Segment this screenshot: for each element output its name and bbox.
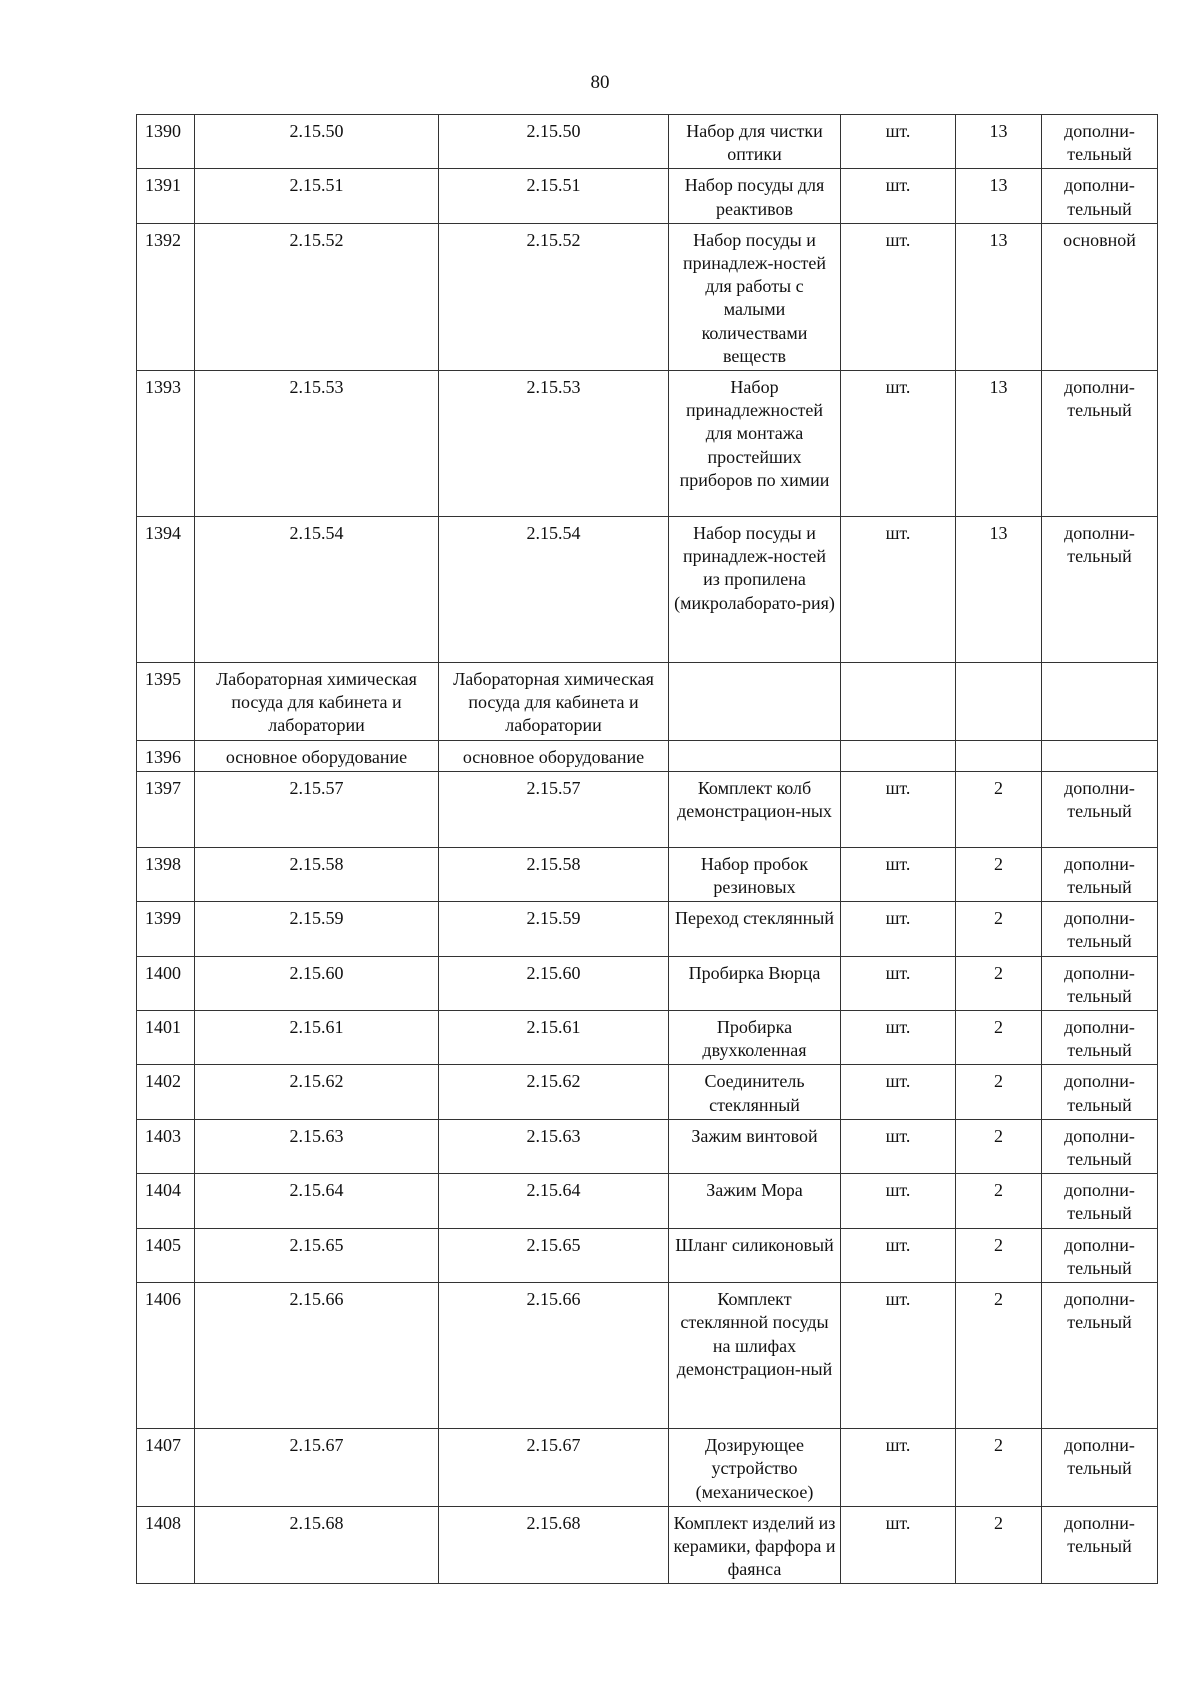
code-column-a-cell: 2.15.58	[195, 847, 439, 901]
equipment-type-cell: дополни-тельный	[1042, 1283, 1158, 1429]
table-row	[137, 517, 1158, 663]
quantity-cell: 13	[956, 115, 1042, 169]
table-row	[137, 1065, 1158, 1119]
item-name-cell: Шланг силиконовый	[669, 1228, 841, 1282]
row-number-cell: 1398	[137, 847, 195, 901]
code-column-a-cell: 2.15.59	[195, 902, 439, 956]
item-name-cell: Комплект стеклянной посуды на шлифах демонстрацион-ный	[669, 1283, 841, 1429]
quantity-cell: 2	[956, 1429, 1042, 1507]
equipment-type-cell: дополни-тельный	[1042, 847, 1158, 901]
row-number-cell: 1408	[137, 1506, 195, 1584]
quantity-cell: 13	[956, 169, 1042, 223]
item-name-cell: Дозирующее устройство (механическое)	[669, 1429, 841, 1507]
unit-cell: шт.	[841, 115, 956, 169]
table-row	[137, 223, 1158, 370]
code-column-b-cell: 2.15.61	[439, 1011, 669, 1065]
row-number-cell: 1400	[137, 956, 195, 1010]
quantity-cell: 2	[956, 1283, 1042, 1429]
row-number-cell: 1406	[137, 1283, 195, 1429]
unit-cell: шт.	[841, 1283, 956, 1429]
equipment-type-cell: основной	[1042, 223, 1158, 370]
row-number-cell: 1395	[137, 663, 195, 741]
code-column-b-cell: 2.15.66	[439, 1283, 669, 1429]
unit-cell: шт.	[841, 1011, 956, 1065]
unit-cell: шт.	[841, 1429, 956, 1507]
unit-cell: шт.	[841, 771, 956, 847]
item-name-cell: Переход стеклянный	[669, 902, 841, 956]
equipment-type-cell: дополни-тельный	[1042, 517, 1158, 663]
row-number-cell: 1392	[137, 223, 195, 370]
table-row	[137, 1011, 1158, 1065]
quantity-cell: 2	[956, 1065, 1042, 1119]
table-row	[137, 847, 1158, 901]
item-name-cell: Набор посуды и принадлеж-ностей из пропилена (микролаборато-рия)	[669, 517, 841, 663]
unit-cell: шт.	[841, 902, 956, 956]
unit-cell	[841, 740, 956, 771]
row-number-cell: 1404	[137, 1174, 195, 1228]
code-column-a-cell: основное оборудование	[195, 740, 439, 771]
equipment-type-cell: дополни-тельный	[1042, 115, 1158, 169]
table-row	[137, 1228, 1158, 1282]
item-name-cell: Комплект колб демонстрацион-ных	[669, 771, 841, 847]
code-column-b-cell: 2.15.62	[439, 1065, 669, 1119]
quantity-cell: 13	[956, 517, 1042, 663]
quantity-cell: 2	[956, 1506, 1042, 1584]
code-column-a-cell: 2.15.51	[195, 169, 439, 223]
table-body	[137, 115, 1158, 1584]
item-name-cell: Зажим Мора	[669, 1174, 841, 1228]
quantity-cell: 2	[956, 902, 1042, 956]
table-row	[137, 115, 1158, 169]
item-name-cell: Пробирка Вюрца	[669, 956, 841, 1010]
unit-cell: шт.	[841, 1228, 956, 1282]
equipment-table	[136, 114, 1158, 1584]
table-row	[137, 1119, 1158, 1173]
quantity-cell	[956, 663, 1042, 741]
equipment-type-cell: дополни-тельный	[1042, 956, 1158, 1010]
code-column-a-cell: 2.15.52	[195, 223, 439, 370]
item-name-cell: Соединитель стеклянный	[669, 1065, 841, 1119]
code-column-b-cell: 2.15.67	[439, 1429, 669, 1507]
quantity-cell: 2	[956, 1119, 1042, 1173]
equipment-type-cell: дополни-тельный	[1042, 1228, 1158, 1282]
code-column-b-cell: 2.15.68	[439, 1506, 669, 1584]
code-column-b-cell: 2.15.57	[439, 771, 669, 847]
item-name-cell: Набор принадлежностей для монтажа простейших приборов по химии	[669, 371, 841, 517]
item-name-cell: Набор посуды для реактивов	[669, 169, 841, 223]
code-column-b-cell: 2.15.54	[439, 517, 669, 663]
code-column-b-cell: 2.15.53	[439, 371, 669, 517]
unit-cell: шт.	[841, 1119, 956, 1173]
item-name-cell: Зажим винтовой	[669, 1119, 841, 1173]
quantity-cell: 2	[956, 1174, 1042, 1228]
unit-cell: шт.	[841, 1065, 956, 1119]
code-column-b-cell: основное оборудование	[439, 740, 669, 771]
code-column-b-cell: 2.15.59	[439, 902, 669, 956]
page-number: 80	[590, 72, 610, 93]
equipment-type-cell	[1042, 740, 1158, 771]
item-name-cell: Набор для чистки оптики	[669, 115, 841, 169]
quantity-cell: 2	[956, 1228, 1042, 1282]
code-column-b-cell: 2.15.60	[439, 956, 669, 1010]
table-row	[137, 1174, 1158, 1228]
row-number-cell: 1405	[137, 1228, 195, 1282]
equipment-type-cell: дополни-тельный	[1042, 771, 1158, 847]
code-column-a-cell: 2.15.66	[195, 1283, 439, 1429]
code-column-b-cell: 2.15.52	[439, 223, 669, 370]
code-column-a-cell: 2.15.62	[195, 1065, 439, 1119]
unit-cell: шт.	[841, 169, 956, 223]
equipment-type-cell: дополни-тельный	[1042, 371, 1158, 517]
quantity-cell: 2	[956, 847, 1042, 901]
code-column-a-cell: 2.15.57	[195, 771, 439, 847]
unit-cell: шт.	[841, 223, 956, 370]
code-column-a-cell: 2.15.54	[195, 517, 439, 663]
code-column-a-cell: Лабораторная химическая посуда для кабинета и лаборатории	[195, 663, 439, 741]
code-column-a-cell: 2.15.61	[195, 1011, 439, 1065]
table-row	[137, 902, 1158, 956]
code-column-a-cell: 2.15.67	[195, 1429, 439, 1507]
code-column-b-cell: 2.15.63	[439, 1119, 669, 1173]
item-name-cell	[669, 663, 841, 741]
table-row	[137, 771, 1158, 847]
unit-cell: шт.	[841, 517, 956, 663]
unit-cell: шт.	[841, 847, 956, 901]
table-row	[137, 1506, 1158, 1584]
quantity-cell: 2	[956, 956, 1042, 1010]
code-column-b-cell: 2.15.64	[439, 1174, 669, 1228]
unit-cell	[841, 663, 956, 741]
code-column-a-cell: 2.15.63	[195, 1119, 439, 1173]
code-column-a-cell: 2.15.64	[195, 1174, 439, 1228]
quantity-cell: 2	[956, 771, 1042, 847]
table-row	[137, 169, 1158, 223]
code-column-b-cell: 2.15.65	[439, 1228, 669, 1282]
row-number-cell: 1407	[137, 1429, 195, 1507]
code-column-b-cell: 2.15.58	[439, 847, 669, 901]
table-row	[137, 1429, 1158, 1507]
row-number-cell: 1390	[137, 115, 195, 169]
row-number-cell: 1401	[137, 1011, 195, 1065]
unit-cell: шт.	[841, 1174, 956, 1228]
unit-cell: шт.	[841, 1506, 956, 1584]
item-name-cell: Комплект изделий из керамики, фарфора и фаянса	[669, 1506, 841, 1584]
table-row	[137, 956, 1158, 1010]
table-row	[137, 1283, 1158, 1429]
unit-cell: шт.	[841, 956, 956, 1010]
code-column-a-cell: 2.15.65	[195, 1228, 439, 1282]
quantity-cell	[956, 740, 1042, 771]
row-number-cell: 1403	[137, 1119, 195, 1173]
item-name-cell: Пробирка двухколенная	[669, 1011, 841, 1065]
row-number-cell: 1396	[137, 740, 195, 771]
equipment-type-cell: дополни-тельный	[1042, 169, 1158, 223]
table-row	[137, 371, 1158, 517]
code-column-a-cell: 2.15.50	[195, 115, 439, 169]
equipment-type-cell: дополни-тельный	[1042, 902, 1158, 956]
equipment-type-cell: дополни-тельный	[1042, 1506, 1158, 1584]
row-number-cell: 1402	[137, 1065, 195, 1119]
equipment-type-cell	[1042, 663, 1158, 741]
code-column-b-cell: 2.15.50	[439, 115, 669, 169]
code-column-a-cell: 2.15.53	[195, 371, 439, 517]
table-row	[137, 740, 1158, 771]
item-name-cell: Набор посуды и принадлеж-ностей для работы с малыми количествами веществ	[669, 223, 841, 370]
quantity-cell: 13	[956, 223, 1042, 370]
code-column-a-cell: 2.15.68	[195, 1506, 439, 1584]
row-number-cell: 1394	[137, 517, 195, 663]
table-row	[137, 663, 1158, 741]
unit-cell: шт.	[841, 371, 956, 517]
equipment-type-cell: дополни-тельный	[1042, 1119, 1158, 1173]
row-number-cell: 1391	[137, 169, 195, 223]
code-column-a-cell: 2.15.60	[195, 956, 439, 1010]
equipment-type-cell: дополни-тельный	[1042, 1011, 1158, 1065]
quantity-cell: 13	[956, 371, 1042, 517]
item-name-cell	[669, 740, 841, 771]
equipment-type-cell: дополни-тельный	[1042, 1065, 1158, 1119]
row-number-cell: 1397	[137, 771, 195, 847]
code-column-b-cell: Лабораторная химическая посуда для кабинета и лаборатории	[439, 663, 669, 741]
code-column-b-cell: 2.15.51	[439, 169, 669, 223]
equipment-type-cell: дополни-тельный	[1042, 1429, 1158, 1507]
equipment-type-cell: дополни-тельный	[1042, 1174, 1158, 1228]
row-number-cell: 1399	[137, 902, 195, 956]
row-number-cell: 1393	[137, 371, 195, 517]
quantity-cell: 2	[956, 1011, 1042, 1065]
item-name-cell: Набор пробок резиновых	[669, 847, 841, 901]
